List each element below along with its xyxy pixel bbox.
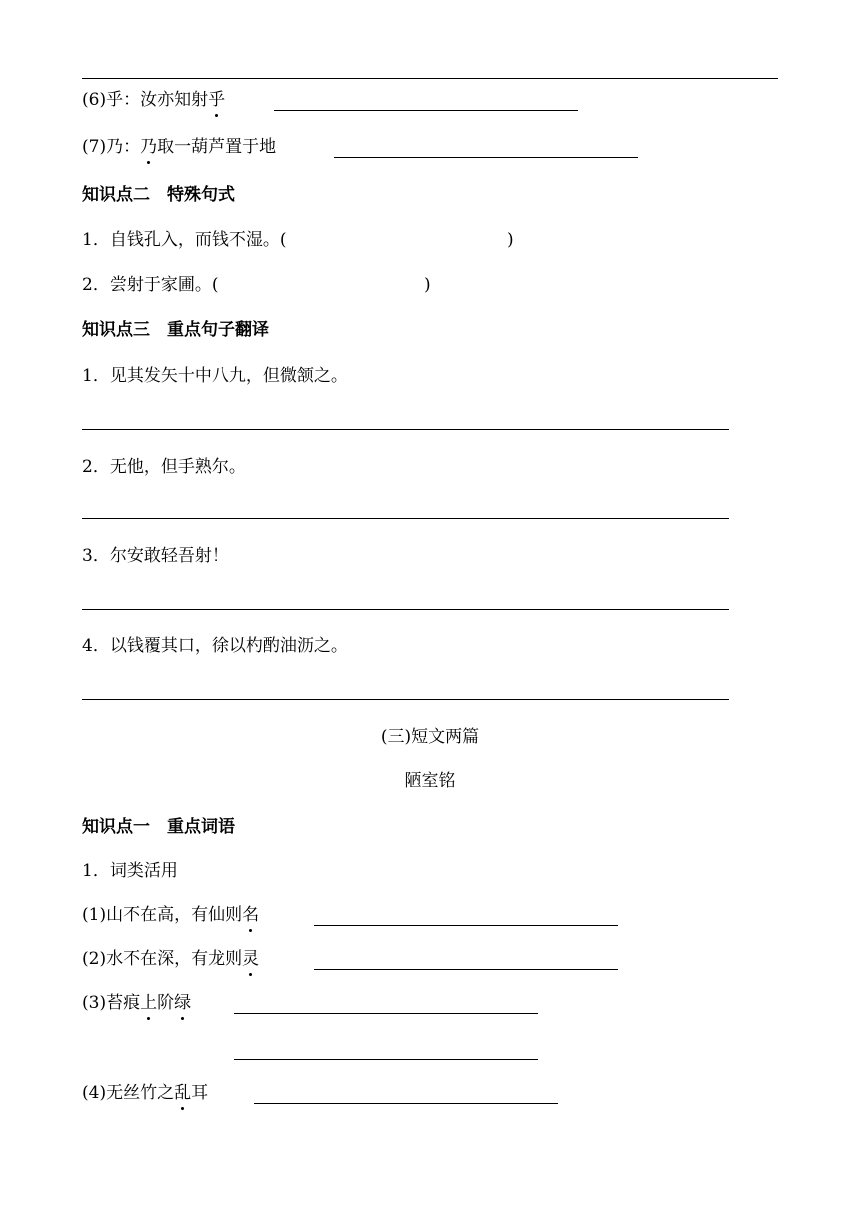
kp3-heading: 知识点三 重点句子翻译 [82,320,269,340]
kp2-heading: 知识点二 特殊句式 [82,185,235,205]
kp2-q1-text: 1．自钱孔入，而钱不湿。( [82,230,287,250]
s3-w2 [82,947,259,971]
kp3-item-4: 4．以钱覆其口，徐以杓酌油沥之。 [82,636,348,656]
kp3-answer-line-3[interactable] [82,609,729,610]
s3-w3-answer-blank-1[interactable] [234,997,538,1014]
kp3-item-3: 3．尔安敢轻吾射！ [82,546,229,566]
kp2-q2 [82,273,218,297]
s3-w4-rest: 耳 [191,1083,209,1103]
s3-sub1: 1．词类活用 [82,861,178,881]
item-6-answer-blank[interactable] [274,94,578,111]
kp3-item-1: 1．见其发矢十中八九，但微颔之。 [82,366,348,386]
s3-w3-text: (3)苔痕 [82,993,141,1013]
item-7-rest: 取一葫芦置于地 [157,137,277,157]
s3-w2-text: (2)水不在深，有龙则 [82,949,243,969]
kp2-q2-close: ) [424,275,431,295]
kp2-q1-close: ) [507,230,514,250]
item-7-label: (7)乃： [82,137,141,157]
s3-w1-dotted-char: 名 [242,905,260,925]
s3-w2-dotted-char: 灵 [242,949,260,969]
kp3-answer-line-4[interactable] [82,699,729,700]
section3-subtitle: 陋室铭 [404,771,456,791]
s3-w1-text: (1)山不在高，有仙则 [82,905,243,925]
top-rule [82,78,778,79]
kp3-item-2: 2．无他，但手熟尔。 [82,457,246,477]
s3-w4-answer-blank[interactable] [254,1087,558,1104]
s3-kp1-heading: 知识点一 重点词语 [82,817,235,837]
s3-w2-answer-blank[interactable] [314,953,618,970]
kp2-q1 [82,228,286,252]
kp3-answer-line-1[interactable] [82,429,729,430]
s3-w3 [82,991,191,1015]
item-7 [82,135,276,159]
s3-w4-dotted-char: 乱 [174,1083,192,1103]
s3-w3-mid: 阶 [157,993,175,1013]
s3-w1-answer-blank[interactable] [314,909,618,926]
s3-w4-text: (4)无丝竹之 [82,1083,175,1103]
s3-w1 [82,903,259,927]
s3-w3-answer-blank-2[interactable] [234,1043,538,1060]
s3-w3-dotted-char-1: 上 [140,993,158,1013]
kp2-q2-text: 2．尝射于家圃。( [82,275,219,295]
item-6-label: (6)乎：汝亦知射 [82,90,209,110]
item-6 [82,88,225,112]
item-6-dotted-char: 乎 [208,90,226,110]
section3-title: (三)短文两篇 [380,727,480,747]
s3-w3-dotted-char-2: 绿 [174,993,192,1013]
s3-w4 [82,1081,208,1105]
kp3-answer-line-2[interactable] [82,518,729,519]
item-7-answer-blank[interactable] [334,141,638,158]
item-7-dotted-char: 乃 [140,137,158,157]
